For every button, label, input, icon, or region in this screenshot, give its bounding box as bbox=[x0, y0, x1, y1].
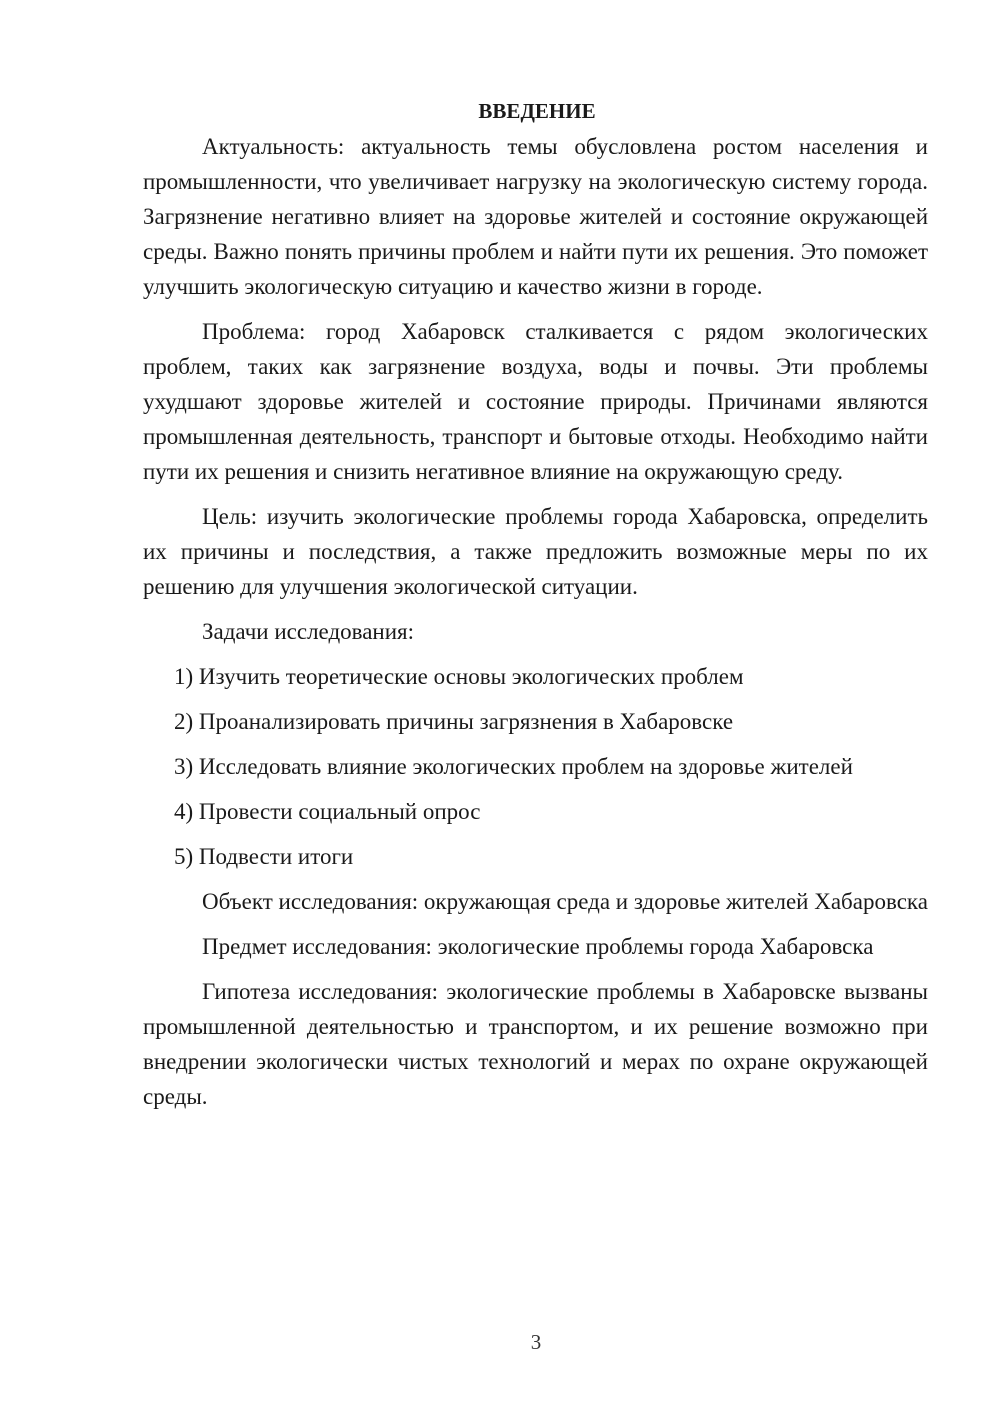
tasks-list bbox=[143, 659, 928, 874]
paragraph-problem: Проблема: город Хабаровск сталкивается с рядом экологических проблем, таких как загрязнение воздуха, воды и почвы. Эти проблемы ухудшают здоровье жителей и состояние природы. Причинами являются промышленная деятельность, транспорт и бытовые отходы. Необходимо найти пути их решения и снизить негативное влияние на окружающую среду. bbox=[143, 319, 928, 484]
paragraph-object: Объект исследования: окружающая среда и здоровье жителей Хабаровска bbox=[202, 889, 928, 914]
paragraph-relevance: Актуальность: актуальность темы обусловлена ростом населения и промышленности, что увеличивает нагрузку на экологическую систему города. Загрязнение негативно влияет на здоровье жителей и состояние окружающей среды. Важно понять причины проблем и найти пути их решения. Это поможет улучшить экологическую ситуацию и качество жизни в городе. bbox=[143, 134, 928, 299]
tasks-heading: Задачи исследования: bbox=[202, 619, 415, 644]
task-item-3: 3) Исследовать влияние экологических проблем на здоровье жителей bbox=[174, 754, 853, 779]
task-item-1: 1) Изучить теоретические основы экологических проблем bbox=[174, 664, 744, 689]
task-item-2: 2) Проанализировать причины загрязнения в Хабаровске bbox=[174, 709, 734, 734]
task-item-5: 5) Подвести итоги bbox=[174, 844, 354, 869]
task-item-4: 4) Провести социальный опрос bbox=[174, 799, 481, 824]
page-number: 3 bbox=[530, 1330, 542, 1354]
document-body bbox=[143, 94, 928, 1124]
paragraph-subject: Предмет исследования: экологические проблемы города Хабаровска bbox=[202, 934, 874, 959]
paragraph-hypothesis: Гипотеза исследования: экологические проблемы в Хабаровске вызваны промышленной деятельностью и транспортом, и их решение возможно при внедрении экологически чистых технологий и мерах по охране окружающей среды. bbox=[143, 979, 928, 1109]
section-title: ВВЕДЕНИЕ bbox=[478, 99, 596, 123]
paragraph-goal: Цель: изучить экологические проблемы города Хабаровска, определить их причины и последствия, а также предложить возможные меры по их решению для улучшения экологической ситуации. bbox=[143, 504, 928, 599]
